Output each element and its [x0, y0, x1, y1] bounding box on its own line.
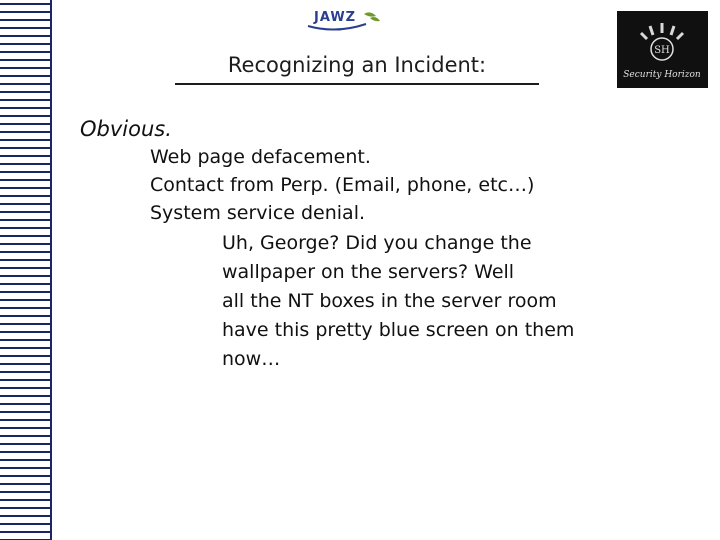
list-item: System service denial.: [150, 202, 366, 224]
slide-title: Recognizing an Incident:: [227, 53, 487, 77]
list-item: Contact from Perp. (Email, phone, etc…): [150, 174, 535, 196]
quote-line: have this pretty blue screen on them: [222, 319, 575, 341]
left-stripe-border: [0, 0, 52, 540]
list-item: Web page defacement.: [150, 146, 371, 168]
quote-line: Uh, George? Did you change the: [222, 232, 532, 254]
quote-block: [222, 229, 574, 374]
quote-line: wallpaper on the servers? Well: [222, 261, 515, 283]
jawz-logo: [306, 4, 390, 36]
security-horizon-name: Security Horizon: [623, 70, 701, 80]
title-underline: [175, 83, 539, 85]
section-heading: Obvious.: [80, 117, 172, 141]
security-horizon-badge: SH: [654, 45, 670, 56]
jawz-logo-text: JAWZ: [314, 10, 357, 25]
quote-line: all the NT boxes in the server room: [222, 290, 557, 312]
security-horizon-logo: [617, 11, 708, 88]
quote-line: now…: [222, 348, 281, 370]
